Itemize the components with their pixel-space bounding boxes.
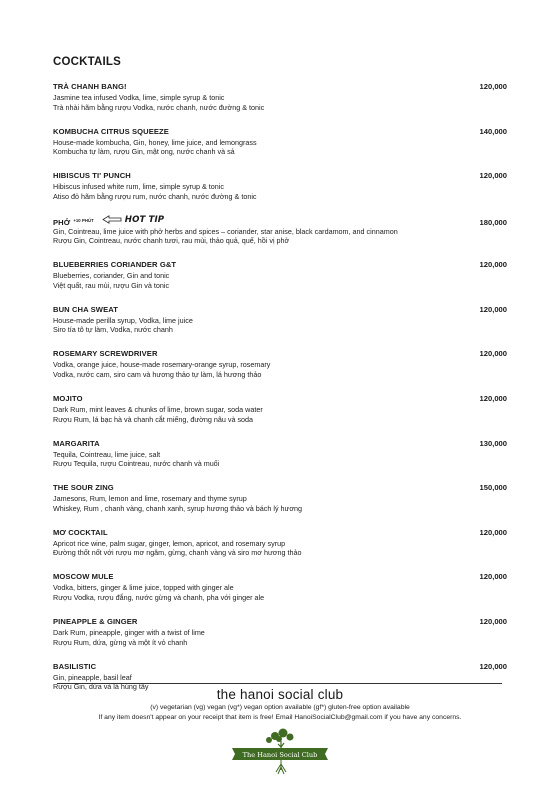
hanoi-social-club-logo xyxy=(228,726,332,776)
item-description-en: House-made kombucha, Gin, honey, lime juice, and lemongrass xyxy=(53,137,257,147)
brand-name: the hanoi social club xyxy=(216,687,344,702)
menu-item xyxy=(53,349,507,379)
cocktail-menu xyxy=(53,82,507,706)
item-description-en: Tequila, Cointreau, lime juice, salt xyxy=(53,449,161,459)
menu-item xyxy=(53,216,507,246)
item-name: HIBISCUS TI' PUNCH xyxy=(53,171,131,181)
dietary-legend: (v) vegetarian (vg) vegan (vg*) vegan option available (gf*) gluten-free option available xyxy=(150,704,410,711)
item-price: 120,000 xyxy=(479,616,507,626)
item-price: 120,000 xyxy=(479,304,507,314)
arrow-left-icon xyxy=(102,215,122,224)
item-description-vi: Việt quất, rau mùi, rượu Gin và tonic xyxy=(53,280,170,290)
menu-item xyxy=(53,171,507,201)
section-title: COCKTAILS xyxy=(53,56,122,68)
item-price: 120,000 xyxy=(479,260,507,270)
item-name: BASILISTIC xyxy=(53,661,97,671)
item-name: BUN CHA SWEAT xyxy=(53,304,118,314)
hot-tip-label: HOT TIP xyxy=(124,214,165,225)
item-description-en: Dark Rum, pineapple, ginger with a twist of lime xyxy=(53,627,205,637)
item-price: 150,000 xyxy=(479,483,507,493)
menu-item xyxy=(53,483,507,513)
item-description-vi: Trà nhài hãm bằng rượu Vodka, nước chanh, nước đường & tonic xyxy=(53,102,265,112)
menu-item xyxy=(53,439,507,469)
menu-item xyxy=(53,305,507,335)
item-name: THE SOUR ZING xyxy=(53,483,114,493)
item-description-en: Jamesons, Rum, lemon and lime, rosemary and thyme syrup xyxy=(53,494,247,504)
item-description-en: Gin, Cointreau, lime juice with phở herbs and spices – coriander, star anise, black cardamom, and cinnamon xyxy=(53,226,398,236)
receipt-notice: If any item doesn't appear on your receipt that item is free! Email HanoiSocialClub@gmail.com if you have any concerns. xyxy=(98,714,462,721)
item-name: ROSEMARY SCREWDRIVER xyxy=(53,349,158,359)
item-description-en: Apricot rice wine, palm sugar, ginger, lemon, apricot, and rosemary syrup xyxy=(53,538,286,548)
item-description-vi: Rượu Gin, Cointreau, nước chanh tươi, rau mùi, thảo quả, quế, hồi vị phở xyxy=(53,236,290,246)
menu-item xyxy=(53,127,507,157)
item-price: 120,000 xyxy=(479,171,507,181)
menu-item xyxy=(53,617,507,647)
item-name-row xyxy=(53,216,164,228)
item-name: MOSCOW MULE xyxy=(53,572,114,582)
item-name: TRÀ CHANH BANG! xyxy=(53,82,127,91)
logo-text: The Hanoi Social Club xyxy=(242,751,318,759)
item-description-vi: Rượu Vodka, rượu đắng, nước gừng và chanh, pha với ginger ale xyxy=(53,592,265,602)
item-price: 120,000 xyxy=(479,527,507,537)
item-description-en: House-made perilla syrup, Vodka, lime juice xyxy=(53,315,193,325)
item-price: 120,000 xyxy=(479,572,507,582)
item-name: KOMBUCHA CITRUS SQUEEZE xyxy=(53,126,169,136)
item-description-en: Gin, pineapple, basil leaf xyxy=(53,672,132,682)
menu-item xyxy=(53,394,507,424)
item-description-vi: Đường thốt nốt với rượu mơ ngâm, gừng, chanh vàng và siro mơ hương thảo xyxy=(53,548,302,558)
item-description-en: Vodka, orange juice, house-made rosemary-orange syrup, rosemary xyxy=(53,360,271,370)
item-price: 120,000 xyxy=(479,349,507,359)
hot-tip xyxy=(102,215,164,225)
item-description-en: Vodka, bitters, ginger & lime juice, topped with ginger ale xyxy=(53,583,234,593)
time-note: +10 PHÚT xyxy=(73,218,94,224)
item-description-vi: Atiso đỏ hãm bằng rượu rum, nước chanh, nước đường & tonic xyxy=(53,191,257,201)
item-price: 120,000 xyxy=(479,82,507,91)
item-name: MƠ COCKTAIL xyxy=(53,527,108,537)
item-description-vi: Kombucha tự làm, rượu Gin, mật ong, nước chanh và sả xyxy=(53,147,235,157)
item-name: BLUEBERRIES CORIANDER G&T xyxy=(53,260,177,270)
item-price: 120,000 xyxy=(479,661,507,671)
item-description-vi: Rượu Rum, lá bạc hà và chanh cắt miếng, đường nâu và soda xyxy=(53,414,254,424)
menu-item xyxy=(53,260,507,290)
item-description-en: Jasmine tea infused Vodka, lime, simple syrup & tonic xyxy=(53,93,225,102)
item-description-vi: Siro tía tô tự làm, Vodka, nước chanh xyxy=(53,325,173,335)
item-price: 180,000 xyxy=(479,218,507,228)
item-description-en: Hibiscus infused white rum, lime, simple syrup & tonic xyxy=(53,182,224,192)
item-description-en: Dark Rum, mint leaves & chunks of lime, brown sugar, soda water xyxy=(53,405,263,415)
footer-divider xyxy=(57,683,502,684)
item-price: 130,000 xyxy=(479,438,507,448)
item-description-vi: Rượu Tequila, rượu Cointreau, nước chanh và muối xyxy=(53,459,220,469)
item-description-vi: Rượu Rum, dứa, gừng và một ít vỏ chanh xyxy=(53,637,188,647)
item-name: PHỞ xyxy=(53,218,71,228)
item-description-vi: Rượu Gin, dứa và lá húng tây xyxy=(53,682,149,692)
item-description-vi: Whiskey, Rum , chanh vàng, chanh xanh, syrup hương thảo và bách lý hương xyxy=(53,503,303,513)
item-description-vi: Vodka, nước cam, siro cam và hương thảo tự làm, lá hương thảo xyxy=(53,370,262,380)
menu-item xyxy=(53,572,507,602)
item-name: PINEAPPLE & GINGER xyxy=(53,616,138,626)
item-name: MOJITO xyxy=(53,394,83,404)
item-price: 120,000 xyxy=(479,394,507,404)
item-price: 140,000 xyxy=(479,126,507,136)
menu-item xyxy=(53,528,507,558)
item-description-en: Blueberries, coriander, Gin and tonic xyxy=(53,271,170,281)
menu-item xyxy=(53,82,507,112)
item-name: MARGARITA xyxy=(53,438,100,448)
